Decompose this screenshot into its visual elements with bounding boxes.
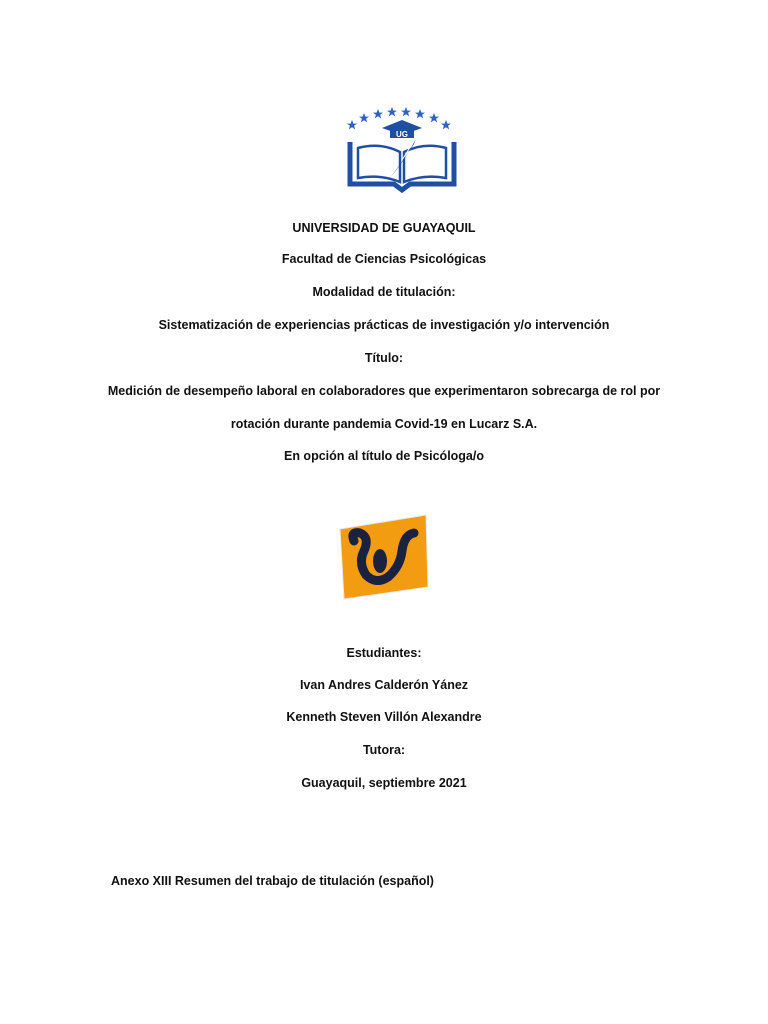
faculty-psychology-icon xyxy=(336,511,432,601)
place-date: Guayaquil, septiembre 2021 xyxy=(301,776,467,790)
students-label: Estudiantes: xyxy=(346,646,422,660)
student-name-1: Ivan Andres Calderón Yánez xyxy=(299,678,469,692)
title-label: Título: xyxy=(364,351,404,365)
university-logo xyxy=(342,104,462,204)
thesis-title-line2: rotación durante pandemia Covid-19 en Lucarz S.A. xyxy=(230,417,538,431)
thesis-title-line1: Medición de desempeño laboral en colaboradores que experimentaron sobrecarga de rol por xyxy=(107,384,661,398)
annex-heading: Anexo XIII Resumen del trabajo de titulación (español) xyxy=(111,874,434,888)
tutor-label: Tutora: xyxy=(362,743,406,757)
svg-text:UG: UG xyxy=(396,130,408,139)
faculty-logo xyxy=(336,511,432,601)
modality-text: Sistematización de experiencias prácticas de investigación y/o intervención xyxy=(158,318,610,332)
university-name: UNIVERSIDAD DE GUAYAQUIL xyxy=(292,221,476,235)
university-crest-icon xyxy=(342,104,462,204)
modality-label: Modalidad de titulación: xyxy=(312,285,456,299)
faculty-name: Facultad de Ciencias Psicológicas xyxy=(281,252,487,266)
degree-option: En opción al título de Psicóloga/o xyxy=(283,449,484,463)
student-name-2: Kenneth Steven Villón Alexandre xyxy=(286,710,482,724)
